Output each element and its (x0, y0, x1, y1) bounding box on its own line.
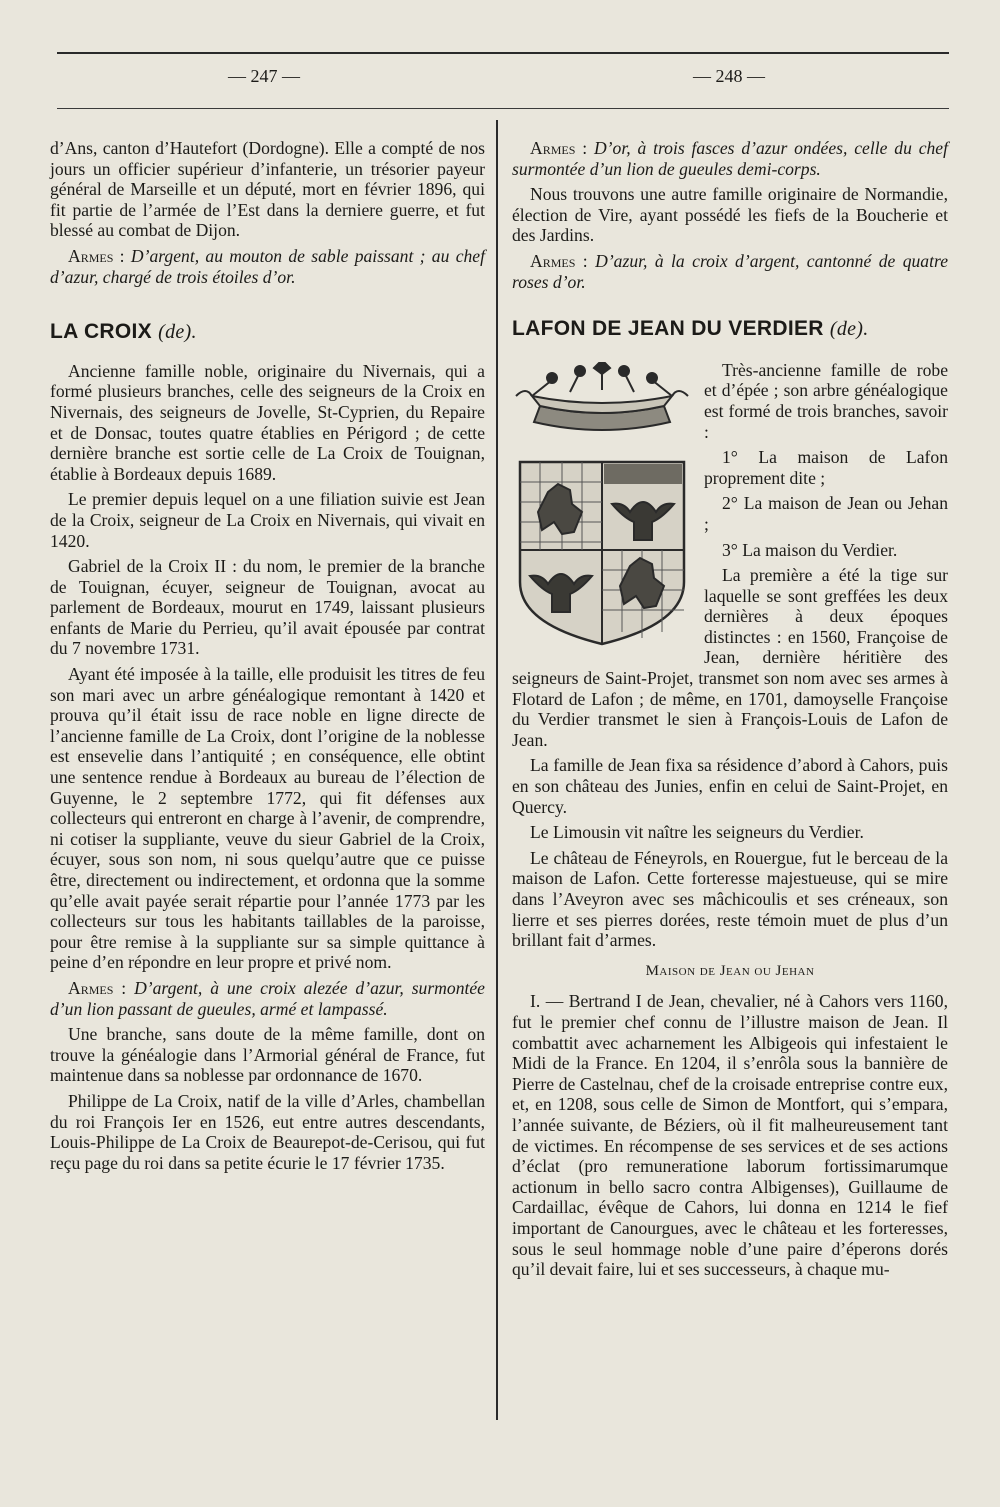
heading-suffix: (de). (158, 321, 197, 344)
branch-item: 2° La maison de Jean ou Jehan ; (704, 493, 948, 534)
armes-text: D’argent, au mouton de sable paissant ; au chef d’azur, chargé de trois étoiles d’or. (50, 245, 486, 287)
coat-of-arms-icon (512, 362, 692, 650)
page-number-right: — 248 — (693, 66, 765, 86)
armes-paragraph: Armes : D’argent, à une croix alezée d’azur, surmontée d’un lion passant de gueules, armé et lampassé. (50, 977, 485, 1019)
paragraph: Très-ancienne famille de robe et d’épée ; son arbre généalogique est formé de trois branches, savoir : (704, 359, 948, 442)
armes-label: Armes (530, 250, 576, 271)
coat-of-arms-illustration (512, 362, 692, 650)
header-rule (57, 108, 949, 109)
paragraph: d’Ans, canton d’Hautefort (Dordogne). Elle a compté de nos jours un officier supérieur d’infanterie, un trésorier payeur général de Marseille et un député, mort en février 1896, qui fit partie de l’armée de l’Est dans la derniere guerre, et fut blessé au combat de Dijon. (50, 138, 485, 241)
paragraph: Une branche, sans doute de la même famille, dont on trouve la généalogie dans l’Armorial général de France, fut maintenue dans sa noblesse par ordonnance de 1670. (50, 1024, 485, 1086)
armes-label: Armes (68, 977, 114, 998)
armes-text: D’azur, à la croix d’argent, cantonné de quatre roses d’or. (512, 250, 948, 292)
paragraph: Ayant été imposée à la taille, elle produisit les titres de feu son mari avec un arbre généalogique remontant à 1420 et prouva qu’il était issu de race noble en ligne directe de l’ancienne famille de La Croix, dont l’origine de la noblesse est ensevelie dans l’antiquité ; en conséquence, elle obtint une sentence rendue à Bordeaux au bureau de l’élection de Guyenne, le 2 septembre 1772, qui fit défenses aux collecteurs qui entreront en charge à l’avenir, de comprendre, ni cotiser la suppliante, veuve du sieur Gabriel de la Croix, écuyer, sous son nom, ni sous quelqu’autre que ce puisse être, directement ou indirectement, et ordonna que la somme qu’elle avait payée serait répartie pour l’année 1773 par les collecteurs sur tous les habitants taillables de la paroisse, pour être remise à la suppliante sur sa simple quittance à peine d’en répondre en leur propre et privé nom. (50, 664, 485, 973)
right-column (512, 138, 948, 1285)
shield-icon (520, 462, 684, 644)
subsection-heading: Maison de Jean ou Jehan (645, 962, 815, 979)
paragraph: Philippe de La Croix, natif de la ville d’Arles, chambellan du roi François Ier en 1526, eut entre autres descendants, Louis-Philippe de La Croix de Beaurepot-de-Cerisou, qui fut reçu page du roi dans sa petite écurie le 17 février 1735. (50, 1090, 485, 1173)
paragraph: Nous trouvons une autre famille originaire de Normandie, élection de Vire, ayant possédé les fiefs de la Boucherie et des Jardins. (512, 184, 948, 246)
paragraph: I. — Bertrand I de Jean, chevalier, né à Cahors vers 1160, fut le premier chef connu de l’illustre maison de Jean. Il combattit avec acharnement les Albigeois qui infestaient le Midi de la France. En 1204, il s’enrôla sous la bannière de Pierre de Castelnau, chef de la croisade entreprise contre eux, et, en 1208, sous celle de Simon de Montfort, qui s’empara, l’année suivante, de Béziers, où il fit malheureusement tant de victimes. En récompense de ses services et de ses actions d’éclat (pro remuneratione laborum fortissimarumque actionum in bello sacro contra Albigenses), Guillaume de Cardaillac, évêque de Cahors, lui donna en 1214 le fief important de Canourgues, avec le château et les forteresses, sous le seul hommage noble d’une paire d’éperons dorés qu’il devait faire, lui et ses successeurs, à chaque mu- (512, 991, 948, 1280)
branch-item: 3° La maison du Verdier. (722, 539, 898, 560)
top-rule (57, 52, 949, 54)
heading-suffix: (de). (829, 318, 869, 341)
armes-paragraph: Armes : D’argent, au mouton de sable paissant ; au chef d’azur, chargé de trois étoiles d’or. (50, 245, 486, 287)
crown-icon (516, 362, 688, 430)
paragraph: Le château de Féneyrols, en Rouergue, fut le berceau de la maison de Lafon. Cette forteresse majestueuse, qui se mire dans l’Aveyron avec ses mâchicoulis et ses créneaux, son lierre et ses pierres dorées, reste témoin muet de plus d’un brillant fait d’armes. (512, 847, 948, 951)
heading-text: LAFON DE JEAN DU VERDIER (512, 317, 824, 341)
armes-label: Armes (68, 245, 114, 266)
section-heading (512, 319, 948, 340)
paragraph: Le premier depuis lequel on a une filiation suivie est Jean de la Croix, seigneur de La Croix en Nivernais, qui vivait en 1420. (50, 489, 485, 551)
armes-text: D’or, à trois fasces d’azur ondées, celle du chef surmontée d’un lion de gueules demi-corps. (512, 138, 948, 179)
paragraph: La première a été la tige sur laquelle se sont greffées les deux dernières à deux époques distinctes : en 1560, Françoise de Jean, dernière héritière des seigneurs de Saint-Projet, transmet son nom avec ses armes à Flotard de Lafon ; de même, en 1701, damoyselle Françoise du Verdier transmet le sien à François-Louis de Lafon de Jean. (512, 565, 948, 750)
left-column (50, 138, 485, 1178)
armes-text: D’argent, à une croix alezée d’azur, surmontée d’un lion passant de gueules, armé et lampassé. (50, 977, 485, 1019)
column-divider (496, 120, 498, 1420)
page-number-left: — 247 — (228, 66, 300, 86)
armes-label: Armes (530, 138, 576, 158)
heading-text: LA CROIX (50, 320, 152, 344)
armes-paragraph: Armes : D’or, à trois fasces d’azur ondées, celle du chef surmontée d’un lion de gueules demi-corps. (512, 138, 948, 179)
branch-item: 1° La maison de Lafon proprement dite ; (704, 447, 948, 488)
paragraph: Le Limousin vit naître les seigneurs du Verdier. (530, 822, 864, 843)
paragraph: La famille de Jean fixa sa résidence d’abord à Cahors, puis en son château des Junies, enfin en celui de Saint-Projet, en Quercy. (512, 755, 948, 817)
paragraph: Ancienne famille noble, originaire du Nivernais, qui a formé plusieurs branches, celle des seigneurs de la Croix en Nivernais, des seigneurs de Jovelle, St-Cyprien, du Repaire et de Donsac, toutes quatre établies en Périgord ; de cette dernière branche est sortie celle de La Croix de Touignan, établie à Bordeaux depuis 1689. (50, 360, 485, 484)
paragraph: Gabriel de la Croix II : du nom, le premier de la branche de Touignan, écuyer, seigneur de Touignan, avocat au parlement de Bordeaux, mourut en 1749, laissant plusieurs enfants de Marie du Perrieu, qu’il avait épousée par contrat du 7 novembre 1731. (50, 556, 485, 659)
section-heading (50, 322, 485, 343)
armes-paragraph: Armes : D’azur, à la croix d’argent, cantonné de quatre roses d’or. (512, 250, 948, 292)
